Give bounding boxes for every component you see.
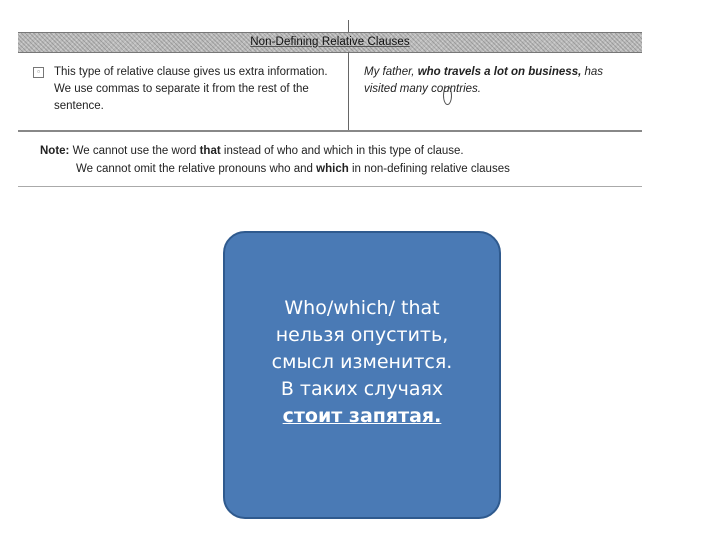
callout-text: [225, 295, 499, 430]
callout-line-4: В таких случаях: [280, 378, 444, 400]
example-sentence: My father, who travels a lot on business, has visited many countries.: [364, 66, 604, 95]
grammar-table-scan: [18, 30, 642, 192]
table-header-bar: [18, 32, 642, 53]
table-title: Non-Defining Relative Clauses: [250, 36, 410, 48]
callout-box: [223, 231, 501, 519]
callout-line-5: стоит запятая.: [282, 405, 442, 427]
callout-line-1: Who/which/ that: [284, 297, 440, 319]
column-divider: [348, 52, 349, 132]
callout-line-2: нельзя опустить,: [275, 324, 449, 346]
note-line-2: We cannot omit the relative pronouns who and which in non-defining relative clauses: [76, 163, 510, 175]
comma-highlight-circle: [443, 86, 452, 105]
note-line-1: Note: We cannot use the word that instead of who and which in this type of clause.: [40, 145, 464, 157]
column-tick: [348, 20, 349, 32]
section-divider: [18, 130, 642, 132]
rule-explanation: This type of relative clause gives us extra information. We use commas to separate it from the rest of the sentence.: [54, 66, 328, 112]
bottom-divider: [18, 186, 642, 187]
callout-line-3: смысл изменится.: [271, 351, 453, 373]
bullet-icon: ▫: [33, 67, 44, 78]
